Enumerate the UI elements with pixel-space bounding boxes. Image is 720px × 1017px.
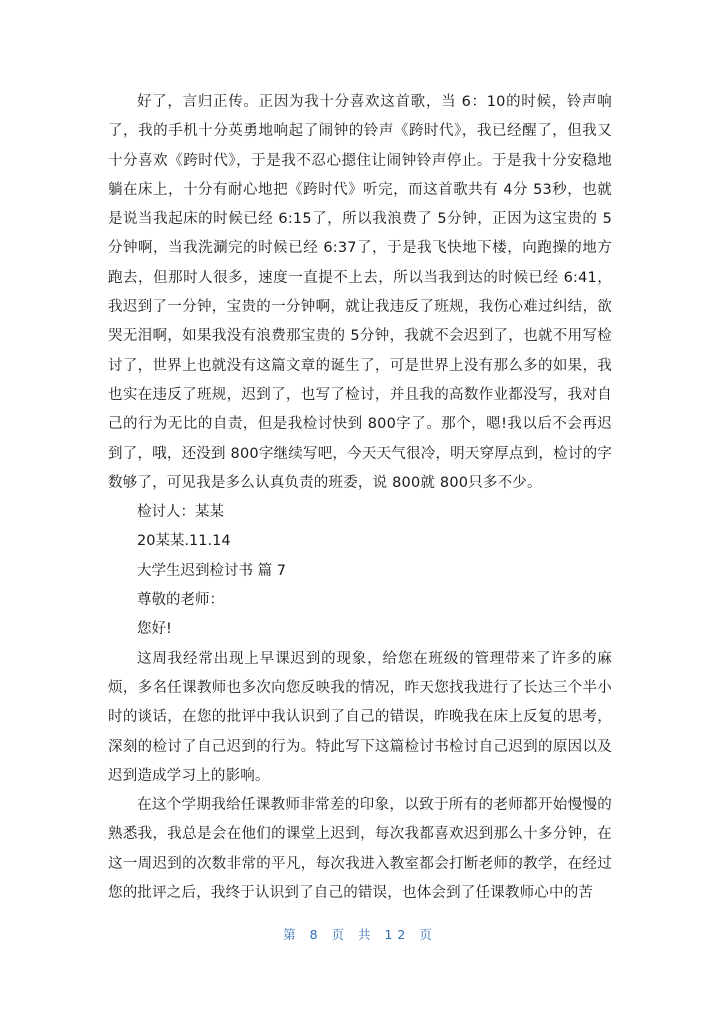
paragraph-2: 这周我经常出现上早课迟到的现象，给您在班级的管理带来了许多的麻烦，多名任课教师也多次向您反映我的情况，昨天您找我进行了长达三个半小时的谈话，在您的批评中我认识到了自己的错误，昨晚我在床上反复的思考，深刻的检讨了自己迟到的行为。特此写下这篇检讨书检讨自己迟到的原因以及迟到造成学习上的影响。: [108, 650, 612, 784]
page-number-footer: 第 8 页 共 12 页: [283, 927, 437, 942]
signer-line: 检讨人：某某: [137, 504, 224, 521]
greeting: 您好!: [137, 621, 172, 638]
paragraph-3: 在这个学期我给任课教师非常差的印象，以致于所有的老师都开始慢慢的熟悉我，我总是会在他们的课堂上迟到，每次我都喜欢迟到那么十多分钟，在这一周迟到的次数非常的平凡，每次我进入教室都会打断老师的教学，在经过您的批评之后，我终于认识到了自己的错误，也体会到了任课教师心中的苦: [108, 797, 612, 902]
section-title: 大学生迟到检讨书 篇 7: [137, 562, 286, 579]
salutation: 尊敬的老师：: [137, 592, 224, 609]
document-body: [108, 88, 612, 908]
date-line: 20某某.11.14: [137, 533, 231, 550]
paragraph-1: 好了，言归正传。正因为我十分喜欢这首歌，当 6：10的时候，铃声响了，我的手机十分英勇地响起了闹钟的铃声《跨时代》，我已经醒了，但我又十分喜欢《跨时代》，于是我不忍心摁住让闹钟铃声停止。于是我十分安稳地躺在床上，十分有耐心地把《跨时代》听完，而这首歌共有 4分 53秒，也就是说当我起床的时候已经 6:15了，所以我浪费了 5分钟，正因为这宝贵的 5分钟啊，当我洗涮完的时候已经 6:37了，于是我飞快地下楼，向跑操的地方跑去，但那时人很多，速度一直提不上去，所以当我到达的时候已经 6:41，我迟到了一分钟，宝贵的一分钟啊，就让我违反了班规，我伤心难过纠结，欲哭无泪啊，如果我没有浪费那宝贵的 5分钟，我就不会迟到了，也就不用写检讨了，世界上也就没有这篇文章的诞生了，可是世界上没有那么多的如果，我也实在违反了班规，迟到了，也写了检讨，并且我的高数作业都没写，我对自己的行为无比的自责，但是我检讨快到 800字了。那个，嗯!我以后不会再迟到了，哦，还没到 800字继续写吧，今天天气很冷，明天穿厚点到，检讨的字数够了，可见我是多么认真负责的班委，说 800就 800只多不少。: [108, 94, 612, 491]
